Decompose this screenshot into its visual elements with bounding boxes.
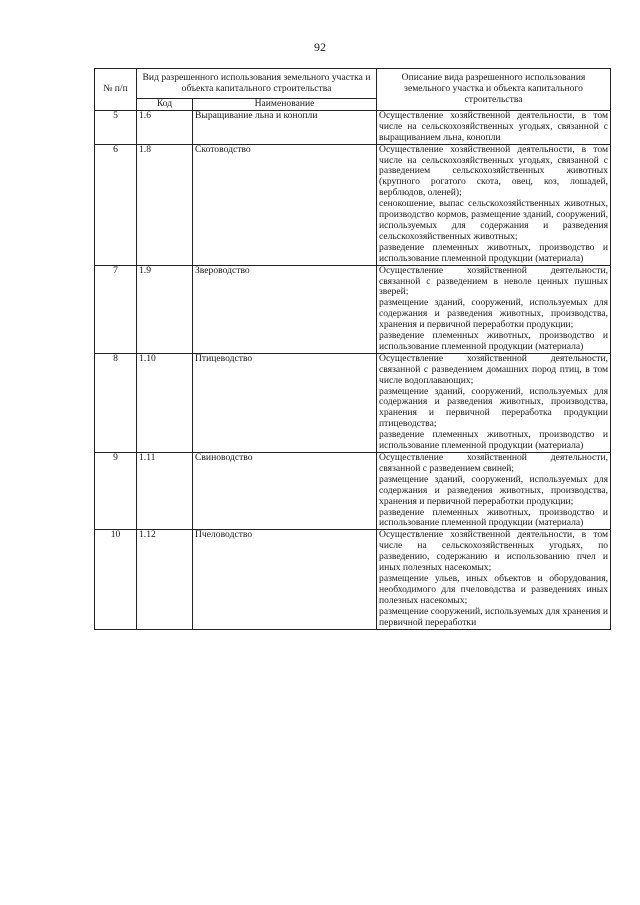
description-paragraph: размещение зданий, сооружений, используемых для содержания и разведения животных, производства, хранения и первичной переработка продукции птицеводства; <box>379 385 609 430</box>
row-description <box>377 530 611 629</box>
description-paragraph: Осуществление хозяйственной деятельности, в том числе на сельскохозяйственных угодьях, связанной с разведением сельскохозяйственных животных (крупного рогатого скота, овец, коз, лошадей, верблюдов, оленей); <box>379 143 609 199</box>
row-number: 9 <box>95 453 137 530</box>
header-use-type: Вид разрешенного использования земельного участка и объекта капитального строительства <box>137 69 377 99</box>
row-code: 1.11 <box>137 453 193 530</box>
table-header <box>95 69 611 111</box>
row-description <box>377 453 611 530</box>
page-number: 92 <box>314 40 326 54</box>
row-number: 8 <box>95 353 137 452</box>
description-paragraph: Осуществление хозяйственной деятельности, связанной с разведением домашних пород птиц, в том числе водоплавающих; <box>379 352 609 386</box>
row-name: Скотоводство <box>193 144 377 265</box>
header-name: Наименование <box>193 99 377 111</box>
table-body <box>95 110 611 629</box>
table-row <box>95 530 611 629</box>
description-paragraph: разведение племенных животных, производство и использование племенной продукции (материала) <box>379 429 609 452</box>
description-paragraph: разведение племенных животных, производство и использование племенной продукции (материала) <box>379 506 609 529</box>
description-paragraph: размещение зданий, сооружений, используемых для содержания и разведения животных, производства, хранения и первичной переработки продукции; <box>379 297 609 331</box>
description-paragraph: Осуществление хозяйственной деятельности, в том числе на сельскохозяйственных угодьях, связанной с выращиванием льна, конопли <box>379 109 609 143</box>
table-row <box>95 453 611 530</box>
table-row <box>95 144 611 265</box>
row-code: 1.10 <box>137 353 193 452</box>
header-code: Код <box>137 99 193 111</box>
header-description: Описание вида разрешенного использования земельного участка и объекта капитального строительства <box>377 69 611 111</box>
description-paragraph: сенокошение, выпас сельскохозяйственных животных, производство кормов, размещение зданий, сооружений, используемых для содержания и разведения сельскохозяйственных животных; <box>379 198 609 242</box>
description-paragraph: разведение племенных животных, производство и использование племенной продукции (материала) <box>379 241 609 264</box>
row-number: 10 <box>95 530 137 629</box>
description-paragraph: Осуществление хозяйственной деятельности, связанной с разведением в неволе ценных пушных зверей; <box>379 264 609 298</box>
row-code: 1.6 <box>137 110 193 144</box>
row-number: 7 <box>95 265 137 353</box>
row-code: 1.12 <box>137 530 193 629</box>
description-paragraph: размещение сооружений, используемых для хранения и первичной переработки <box>379 605 609 628</box>
row-number: 5 <box>95 110 137 144</box>
row-name: Выращивание льна и конопли <box>193 110 377 144</box>
row-name: Птицеводство <box>193 353 377 452</box>
description-paragraph: размещение ульев, иных объектов и оборудования, необходимого для пчеловодства и разведениях иных полезных насекомых; <box>379 572 609 606</box>
header-number: № п/п <box>95 69 137 111</box>
row-name: Свиноводство <box>193 453 377 530</box>
row-description <box>377 144 611 265</box>
row-number: 6 <box>95 144 137 265</box>
row-description <box>377 353 611 452</box>
table-row <box>95 110 611 144</box>
description-paragraph: Осуществление хозяйственной деятельности, в том числе на сельскохозяйственных угодьях, по разведению, содержанию и использованию пчел и иных полезных насекомых; <box>379 529 609 574</box>
row-description <box>377 110 611 144</box>
row-description <box>377 265 611 353</box>
table-row <box>95 265 611 353</box>
table-row <box>95 353 611 452</box>
row-name: Звероводство <box>193 265 377 353</box>
description-paragraph: Осуществление хозяйственной деятельности, связанной с разведением свиней; <box>379 452 609 474</box>
row-code: 1.9 <box>137 265 193 353</box>
row-name: Пчеловодство <box>193 530 377 629</box>
description-paragraph: разведение племенных животных, производство и использование племенной продукции (материала) <box>379 330 609 352</box>
description-paragraph: размещение зданий, сооружений, используемых для содержания и разведения животных, производства, хранения и первичной переработки продукции; <box>379 473 609 507</box>
land-use-table <box>94 68 611 630</box>
row-code: 1.8 <box>137 144 193 265</box>
